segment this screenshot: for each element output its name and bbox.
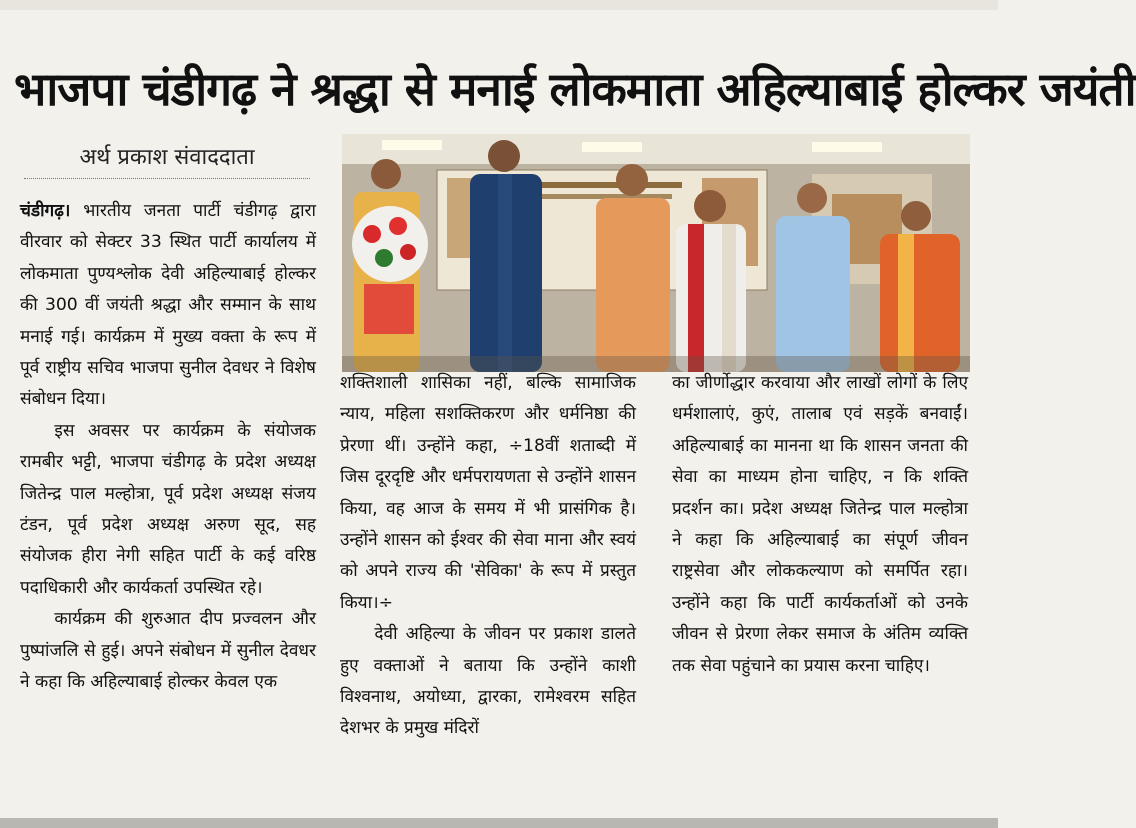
article-paragraph: का जीर्णोद्धार करवाया और लाखों लोगों के लिए धर्मशालाएं, कुएं, तालाब एवं सड़कें बनवाईं। अहिल्याबाई का मानना था कि शासन जनता की सेवा का माध्यम होना चाहिए, न कि शक्ति प्रदर्शन का। प्रदेश अध्यक्ष जितेन्द्र पाल मल्होत्रा ने कहा कि अहिल्याबाई का संपूर्ण जीवन राष्ट्रसेवा और लोककल्याण को समर्पित रहा। उन्होंने कहा कि पार्टी कार्यकर्ताओं को उनके जीवन से प्रेरणा लेकर समाज के अंतिम व्यक्ति तक सेवा पहुंचाने का प्रयास करना चाहिए।: [672, 373, 968, 676]
article-paragraph: देवी अहिल्या के जीवन पर प्रकाश डालते हुए वक्ताओं ने बताया कि उन्होंने काशी विश्वनाथ, अयोध्या, द्वारका, रामेश्वरम सहित देशभर के प्रमुख मंदिरों: [340, 624, 636, 739]
dateline: चंडीगढ़।: [20, 201, 71, 221]
article-column-1: [20, 196, 316, 699]
byline: अर्थ प्रकाश संवाददाता: [24, 138, 310, 179]
article-paragraph: [20, 196, 316, 416]
article-paragraph: शक्तिशाली शासिका नहीं, बल्कि सामाजिक न्याय, महिला सशक्तिकरण और धर्मनिष्ठा की प्रेरणा थीं। उन्होंने कहा, ÷18वीं शताब्दी में जिस दूरदृष्टि और धर्मपरायणता से उन्होंने शासन किया, वह आज के समय में भी प्रासंगिक है। उन्होंने शासन को ईश्वर की सेवा माना और स्वयं को अपने राज्य की 'सेविका' के रूप में प्रस्तुत किया।÷: [340, 373, 636, 613]
article-column-3: [672, 368, 968, 682]
article-column-2: [340, 368, 636, 745]
article-paragraph: इस अवसर पर कार्यक्रम के संयोजक रामबीर भट्टी, भाजपा चंडीगढ़ के प्रदेश अध्यक्ष जितेन्द्र पाल मल्होत्रा, पूर्व प्रदेश अध्यक्ष संजय टंडन, पूर्व प्रदेश अध्यक्ष अरुण सूद, सह संयोजक हीरा नेगी सहित पार्टी के कई वरिष्ठ पदाधिकारी और कार्यकर्ता उपस्थित रहे।: [20, 420, 316, 598]
bottom-bar: [0, 818, 998, 828]
paragraph-text: भारतीय जनता पार्टी चंडीगढ़ द्वारा वीरवार को सेक्टर 33 स्थित पार्टी कार्यालय में लोकमाता पुण्यश्लोक देवी अहिल्याबाई होल्कर की 300 वीं जयंती श्रद्धा और सम्मान के साथ मनाई गई। कार्यक्रम में मुख्य वक्ता के रूप में पूर्व राष्ट्रीय सचिव भाजपा सुनील देवधर ने विशेष संबोधन दिया।: [20, 201, 317, 410]
article-paragraph: कार्यक्रम की शुरुआत दीप प्रज्वलन और पुष्पांजलि से हुई। अपने संबोधन में सुनील देवधर ने कहा कि अहिल्याबाई होल्कर केवल एक: [20, 609, 316, 693]
news-photo: [342, 134, 970, 372]
headline: भाजपा चंडीगढ़ ने श्रद्धा से मनाई लोकमाता अहिल्याबाई होल्कर जयंती: [14, 61, 1136, 116]
top-strip: [0, 0, 998, 10]
news-photo-illustration: [342, 134, 970, 372]
